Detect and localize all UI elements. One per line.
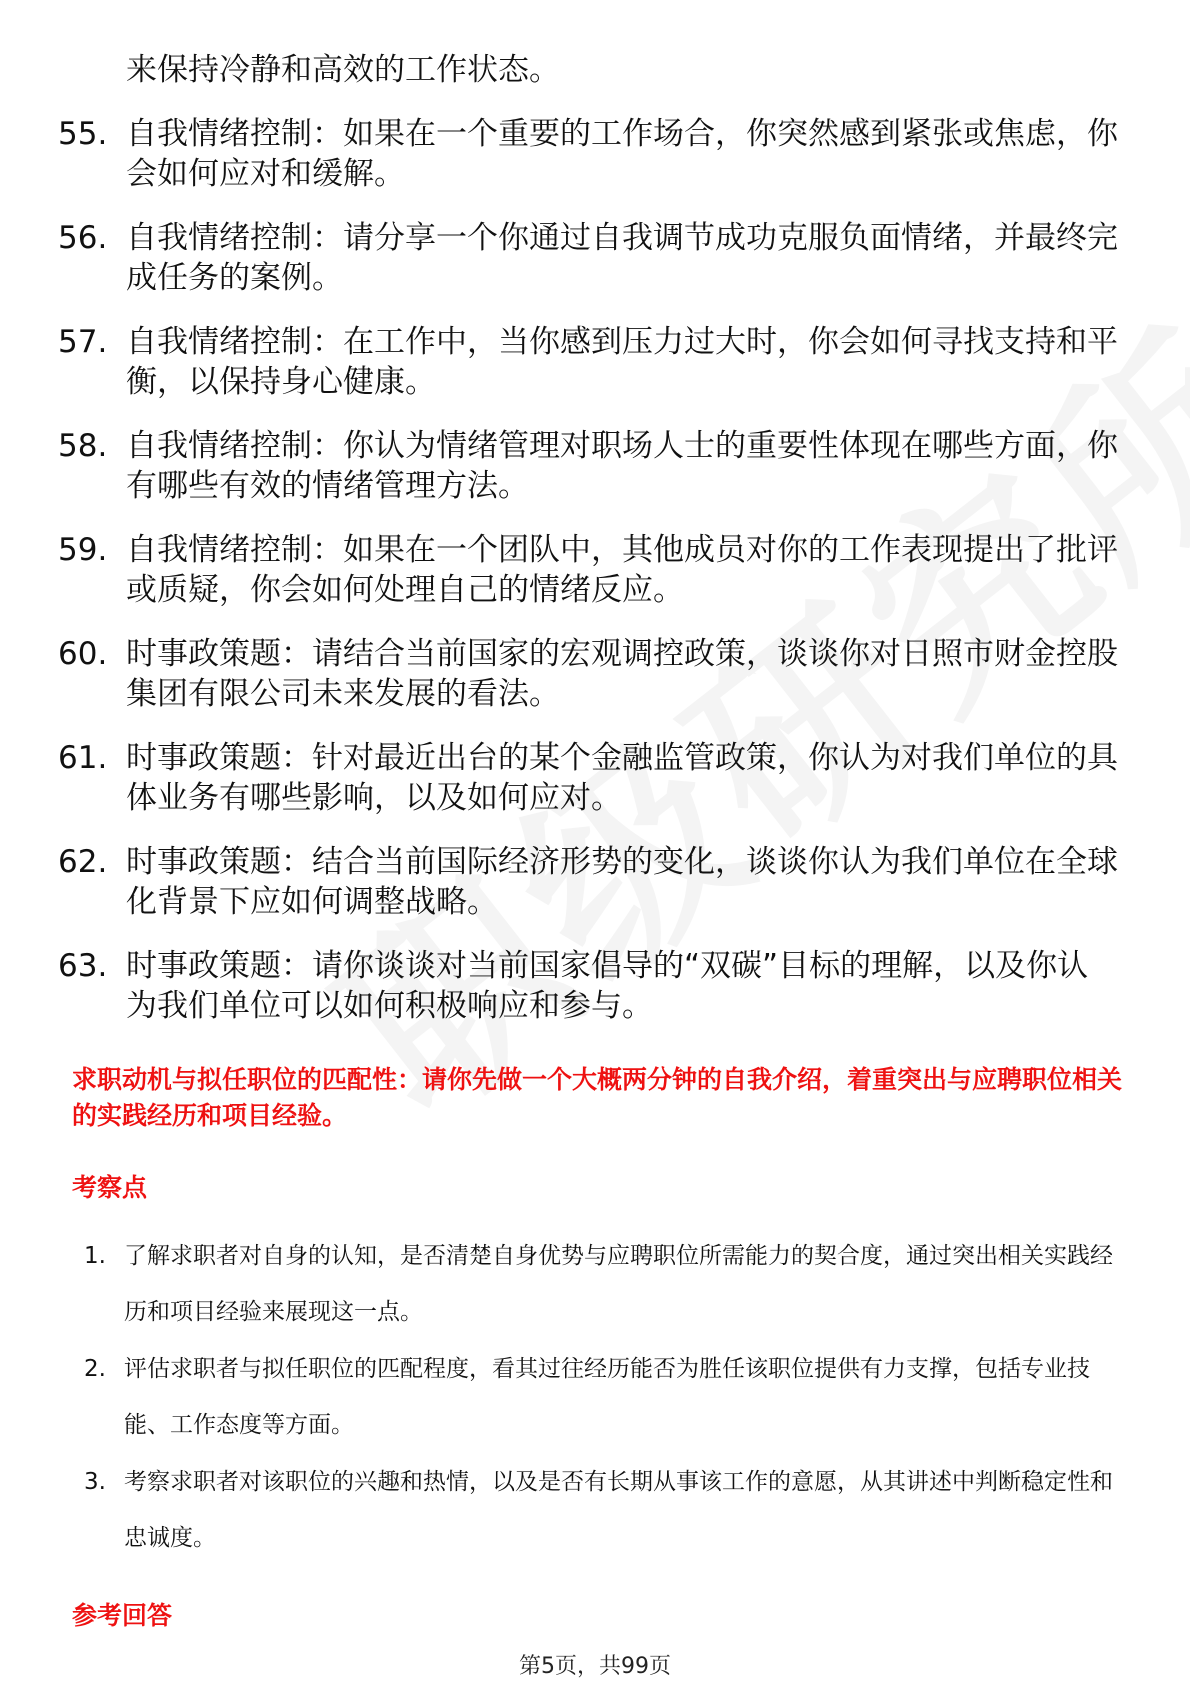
question-number: 55. [58,116,108,152]
reference-answer-heading: 参考回答 [72,1601,173,1630]
question-number: 59. [58,532,108,568]
point-number: 3. [84,1469,106,1495]
question-number: 58. [58,428,108,464]
question-item [58,946,1118,1026]
question-list [58,50,1118,1050]
question-item [58,322,1118,402]
assessment-points [84,1228,1124,1567]
question-number: 62. [58,844,108,880]
question-text: 时事政策题：结合当前国际经济形势的变化，谈谈你认为我们单位在全球化背景下应如何调整战略。 [126,844,1118,920]
assessment-point [84,1228,1124,1340]
question-number: 60. [58,636,108,672]
question-number: 57. [58,324,108,360]
question-item [58,634,1118,714]
page-number: 第5页，共99页 [519,1654,671,1679]
question-item [58,426,1118,506]
question-text: 时事政策题：针对最近出台的某个金融监管政策，你认为对我们单位的具体业务有哪些影响，以及如何应对。 [126,740,1118,816]
question-number: 56. [58,220,108,256]
point-text: 评估求职者与拟任职位的匹配程度，看其过往经历能否为胜任该职位提供有力支撑，包括专业技能、工作态度等方面。 [124,1356,1090,1438]
question-item [58,738,1118,818]
highlight-question: 求职动机与拟任职位的匹配性：请你先做一个大概两分钟的自我介绍，着重突出与应聘职位相关的实践经历和项目经验。 [72,1065,1123,1130]
point-text: 了解求职者对自身的认知，是否清楚自身优势与应聘职位所需能力的契合度，通过突出相关实践经历和项目经验来展现这一点。 [124,1243,1113,1325]
question-item [58,218,1118,298]
assessment-point [84,1454,1124,1566]
question-text: 自我情绪控制：你认为情绪管理对职场人士的重要性体现在哪些方面，你有哪些有效的情绪管理方法。 [126,428,1118,504]
assessment-point [84,1341,1124,1453]
question-text: 时事政策题：请你谈谈对当前国家倡导的“双碳”目标的理解，以及你认为我们单位可以如何积极响应和参与。 [126,948,1089,1024]
question-text: 自我情绪控制：请分享一个你通过自我调节成功克服负面情绪，并最终完成任务的案例。 [126,220,1118,296]
question-continuation: 来保持冷静和高效的工作状态。 [126,52,560,88]
question-number: 63. [58,948,108,984]
point-text: 考察求职者对该职位的兴趣和热情，以及是否有长期从事该工作的意愿，从其讲述中判断稳定性和忠诚度。 [124,1469,1113,1551]
question-text: 时事政策题：请结合当前国家的宏观调控政策，谈谈你对日照市财金控股集团有限公司未来发展的看法。 [126,636,1118,712]
question-number: 61. [58,740,108,776]
question-text: 自我情绪控制：在工作中，当你感到压力过大时，你会如何寻找支持和平衡，以保持身心健康。 [126,324,1118,400]
point-number: 1. [84,1243,106,1269]
question-text: 自我情绪控制：如果在一个团队中，其他成员对你的工作表现提出了批评或质疑，你会如何处理自己的情绪反应。 [126,532,1118,608]
question-item [58,114,1118,194]
assessment-heading: 考察点 [72,1173,148,1202]
question-item [58,530,1118,610]
point-number: 2. [84,1356,106,1382]
question-item [58,842,1118,922]
question-text: 自我情绪控制：如果在一个重要的工作场合，你突然感到紧张或焦虑，你会如何应对和缓解。 [126,116,1118,192]
